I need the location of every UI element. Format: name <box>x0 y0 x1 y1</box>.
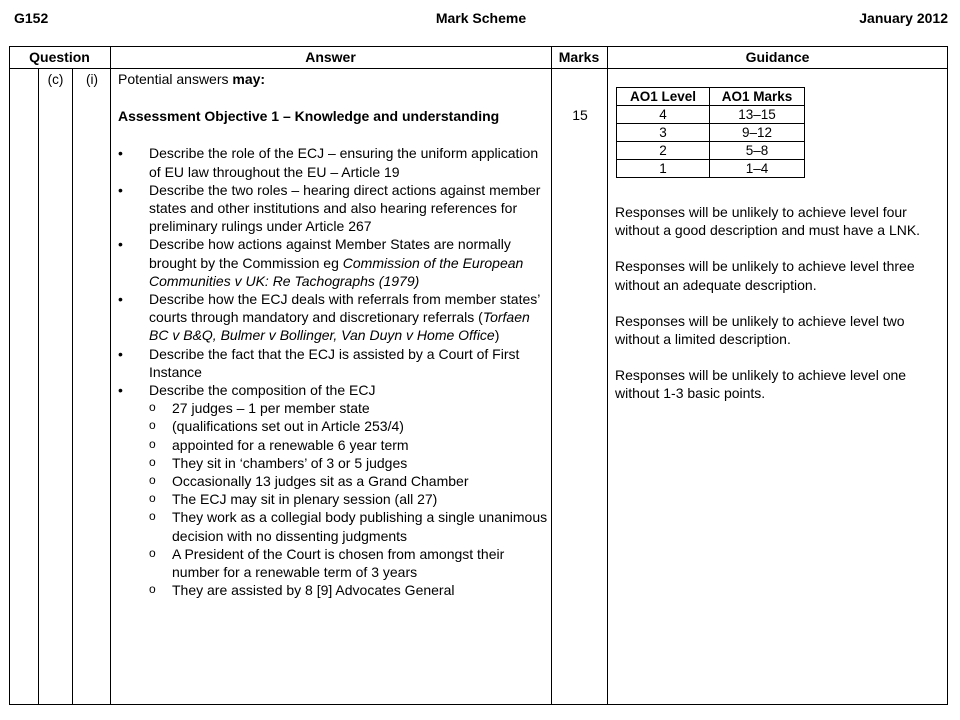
levels-header-row <box>617 88 805 106</box>
marks-range-cell: 13–15 <box>710 106 805 124</box>
paper-code: G152 <box>14 10 49 26</box>
sub-point: o They work as a collegial body publishing a single unanimous decision with no dissenting judgments <box>149 508 548 544</box>
levels-header-level: AO1 Level <box>617 88 710 106</box>
guidance-content <box>615 203 940 421</box>
question-subcol-divider-2 <box>72 68 73 705</box>
marks-range-cell: 1–4 <box>710 160 805 178</box>
column-header-guidance: Guidance <box>745 49 810 65</box>
marks-value: 15 <box>572 107 588 123</box>
sub-point: o They are assisted by 8 [9] Advocates General <box>149 581 548 599</box>
sub-point: o appointed for a renewable 6 year term <box>149 436 548 454</box>
answer-bullet: • Describe how the ECJ deals with referrals from member states’ courts through mandatory and discretionary referrals (Torfaen BC v B&Q, Bulmer v Bollinger, Van Duyn v Home Office) <box>118 290 548 345</box>
column-header-marks: Marks <box>558 49 600 65</box>
page-header <box>14 8 948 30</box>
guidance-paragraph: Responses will be unlikely to achieve level three without an adequate description. <box>615 258 915 293</box>
guidance-paragraph: Responses will be unlikely to achieve level two without a limited description. <box>615 312 905 348</box>
case-citation: Commission of the European Communities v UK: Re Tachographs (1979) <box>149 254 524 289</box>
document-title: Mark Scheme <box>435 10 527 26</box>
question-answer-divider <box>110 46 111 705</box>
answer-bullet: • Describe the two roles – hearing direct actions against member states and other institutions and also hearing references for preliminary rulings under Article 267 <box>118 181 548 236</box>
question-subcol-divider-1 <box>38 68 39 705</box>
sub-point: o A President of the Court is chosen from amongst their number for a renewable term of 3 years <box>149 545 548 581</box>
answer-content <box>118 70 548 599</box>
levels-row <box>617 124 805 142</box>
answer-marks-divider <box>551 46 552 705</box>
answer-bullet: • Describe the composition of the ECJ o 27 judges – 1 per member state o (qualifications set out in Article 253/4) o appointed for a renewable 6 year term o They sit in ‘chambers’ of 3 or 5 judges o Occasionally 13 judges sit as a Grand Chamber o The ECJ may sit in plenary session (all 27) o They work as a collegial body publishing a single unanimous decision with no dissenting judgments o A President of the Court is chosen from amongst their number for a renewable term of 3 years o They are assisted by 8 [9] Advocates General <box>118 381 548 599</box>
sub-point: o Occasionally 13 judges sit as a Grand Chamber <box>149 472 548 490</box>
level-cell: 1 <box>617 160 710 178</box>
guidance-paragraph: Responses will be unlikely to achieve level one without 1-3 basic points. <box>615 367 907 402</box>
marks-range-cell: 9–12 <box>710 124 805 142</box>
column-header-answer: Answer <box>305 49 356 65</box>
level-cell: 4 <box>617 106 710 124</box>
assessment-objective-heading: Assessment Objective 1 – Knowledge and understanding <box>118 108 500 125</box>
sub-point: o They sit in ‘chambers’ of 3 or 5 judges <box>149 454 548 472</box>
levels-row <box>617 160 805 178</box>
answer-bullet: • Describe the fact that the ECJ is assisted by a Court of First Instance <box>118 345 548 381</box>
answer-bullet-list <box>118 144 548 599</box>
column-header-question: Question <box>29 49 90 65</box>
marks-range-cell: 5–8 <box>710 142 805 160</box>
levels-header-marks: AO1 Marks <box>710 88 805 106</box>
sub-point: o 27 judges – 1 per member state <box>149 399 548 417</box>
levels-row <box>617 142 805 160</box>
answer-bullet: • Describe how actions against Member States are normally brought by the Commission eg Commission of the European Communities v UK: Re Tachographs (1979) <box>118 235 548 290</box>
sub-point: o (qualifications set out in Article 253/4) <box>149 417 548 435</box>
composition-sublist <box>149 399 548 599</box>
guidance-paragraph: Responses will be unlikely to achieve level four without a good description and must have a LNK. <box>615 204 921 239</box>
question-part: (c) <box>47 72 64 87</box>
question-subpart: (i) <box>86 72 98 87</box>
case-citation: Torfaen BC v B&Q, Bulmer v Bollinger, Van Duyn v Home Office <box>149 309 530 344</box>
header-row-divider <box>9 68 948 69</box>
answer-bullet: • Describe the role of the ECJ – ensuring the uniform application of EU law throughout the EU – Article 19 <box>118 144 548 180</box>
answer-lead: Potential answers may: <box>118 71 266 87</box>
exam-date: January 2012 <box>859 10 948 26</box>
level-cell: 3 <box>617 124 710 142</box>
marks-guidance-divider <box>607 46 608 705</box>
sub-point: o The ECJ may sit in plenary session (all 27) <box>149 490 548 508</box>
levels-row <box>617 106 805 124</box>
level-cell: 2 <box>617 142 710 160</box>
ao1-levels-table <box>616 87 805 178</box>
